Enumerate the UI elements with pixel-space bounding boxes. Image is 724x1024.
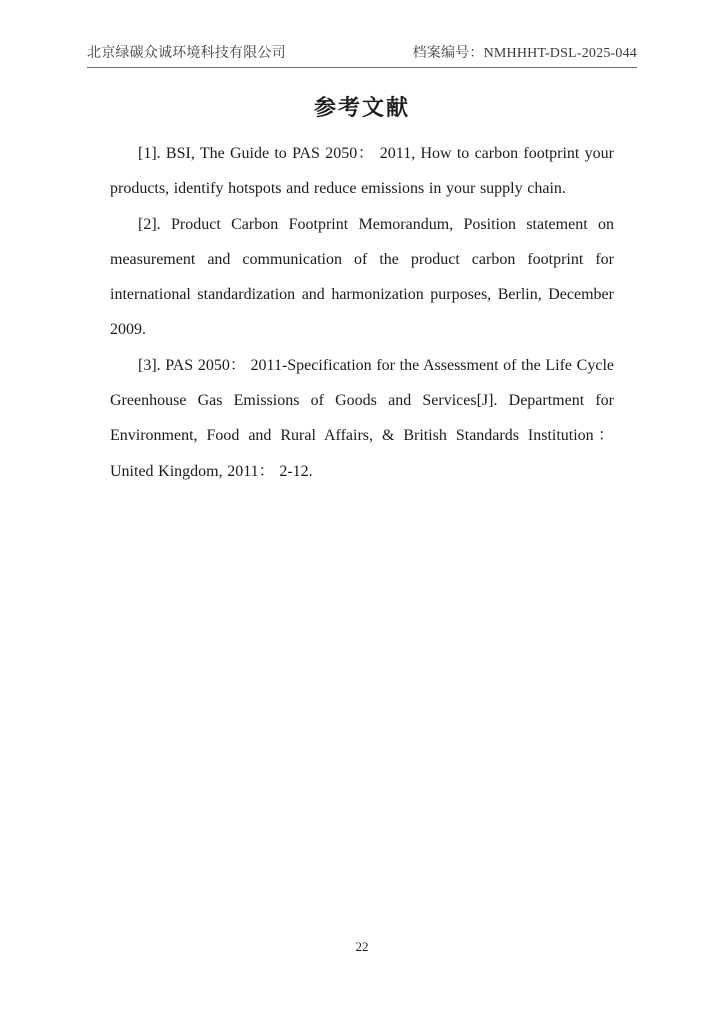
- reference-item: [2]. Product Carbon Footprint Memorandum, Position statement on measurement and communication of the product carbon footprint for international standardization and harmonization purposes, Berlin, December 2009.: [110, 215, 614, 339]
- header-doc-number: [413, 42, 637, 62]
- doc-number-label: 档案编号：: [412, 46, 484, 61]
- reference-item: [3]. PAS 2050： 2011-Specification for the Assessment of the Life Cycle Greenhouse Gas Emissions of Goods and Services[J]. Department for Environment, Food and Rural Affairs, & British Standards Institution： United Kingdom, 2011： 2-12.: [110, 356, 614, 480]
- reference-item: [1]. BSI, The Guide to PAS 2050： 2011, How to carbon footprint your products, identify hotspots and reduce emissions in your supply chain.: [110, 145, 614, 198]
- references-list: [110, 136, 614, 489]
- references-title: 参考文献: [313, 95, 410, 120]
- doc-number-value: NMHHHT-DSL-2025-044: [483, 46, 637, 61]
- page-number: 22: [355, 939, 369, 954]
- page-header: [87, 42, 637, 68]
- header-company-name: 北京绿碳众诚环境科技有限公司: [87, 46, 286, 61]
